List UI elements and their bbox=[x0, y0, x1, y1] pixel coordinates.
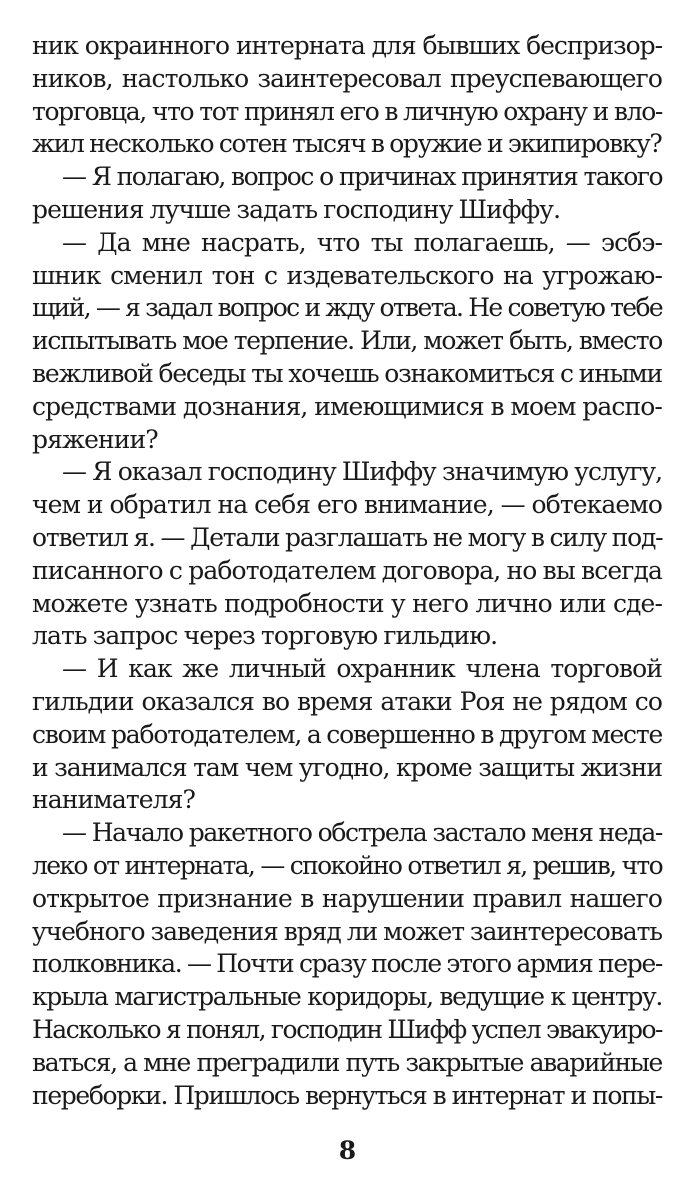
text-line: писанного с работодателем договора, но вы всегда bbox=[32, 555, 662, 585]
text-line: — Да мне насрать, что ты полагаешь, — эсбэ- bbox=[62, 227, 662, 257]
text-line: переборки. Пришлось вернуться в интернат и попы- bbox=[32, 1080, 662, 1110]
text-line: средствами дознания, имеющимися в моем распо- bbox=[32, 391, 662, 421]
text-line: жил несколько сотен тысяч в оружие и экипировку? bbox=[32, 129, 662, 159]
text-line: ник окраинного интерната для бывших беспризор- bbox=[32, 31, 662, 60]
text-line: вежливой беседы ты хочешь ознакомиться с иными bbox=[32, 358, 662, 388]
text-line: Насколько я понял, господин Шифф успел эвакуиро- bbox=[32, 1014, 662, 1044]
text-line: ников, настолько заинтересовал преуспевающего bbox=[32, 63, 662, 93]
text-line: можете узнать подробности у него лично или сде- bbox=[32, 588, 662, 618]
text-line: учебного заведения вряд ли может заинтересовать bbox=[32, 916, 662, 946]
text-line: чем и обратил на себя его внимание, — обтекаемо bbox=[32, 490, 662, 520]
text-line: испытывать мое терпение. Или, может быть, вместо bbox=[32, 326, 662, 356]
text-line: гильдии оказался во время атаки Роя не рядом со bbox=[32, 686, 662, 716]
text-line: решения лучше задать господину Шиффу. bbox=[32, 194, 561, 224]
text-line: нанимателя? bbox=[32, 785, 196, 815]
text-line: — И как же личный охранник члена торговой bbox=[62, 654, 662, 684]
text-line: ряжении? bbox=[32, 424, 158, 454]
text-line: открытое признание в нарушении правил нашего bbox=[32, 883, 662, 913]
page-number: 8 bbox=[338, 1136, 357, 1165]
text-line: полковника. — Почти сразу после этого армия пере- bbox=[32, 949, 662, 979]
text-line: ответил я. — Детали разглашать не могу в силу под- bbox=[32, 522, 663, 552]
text-line: — Я полагаю, вопрос о причинах принятия такого bbox=[62, 162, 662, 192]
text-line: лать запрос через торговую гильдию. bbox=[32, 621, 498, 651]
text-line: леко от интерната, — спокойно ответил я, решив, что bbox=[32, 850, 662, 880]
body-text bbox=[32, 30, 662, 1112]
text-line: торговца, что тот принял его в личную охрану и вло- bbox=[32, 96, 662, 126]
text-line: — Начало ракетного обстрела застало меня неда- bbox=[62, 818, 662, 848]
text-line: ваться, а мне преградили путь закрытые аварийные bbox=[32, 1047, 662, 1077]
text-line: щий, — я задал вопрос и жду ответа. Не советую тебе bbox=[32, 293, 662, 323]
text-line: своим работодателем, а совершенно в другом месте bbox=[32, 719, 663, 749]
text-line: — Я оказал господину Шиффу значимую услугу, bbox=[62, 457, 662, 487]
text-line: шник сменил тон с издевательского на угрожаю- bbox=[32, 260, 662, 290]
text-line: крыла магистральные коридоры, ведущие к центру. bbox=[32, 982, 662, 1012]
text-line: и занимался там чем угодно, кроме защиты жизни bbox=[32, 752, 662, 782]
